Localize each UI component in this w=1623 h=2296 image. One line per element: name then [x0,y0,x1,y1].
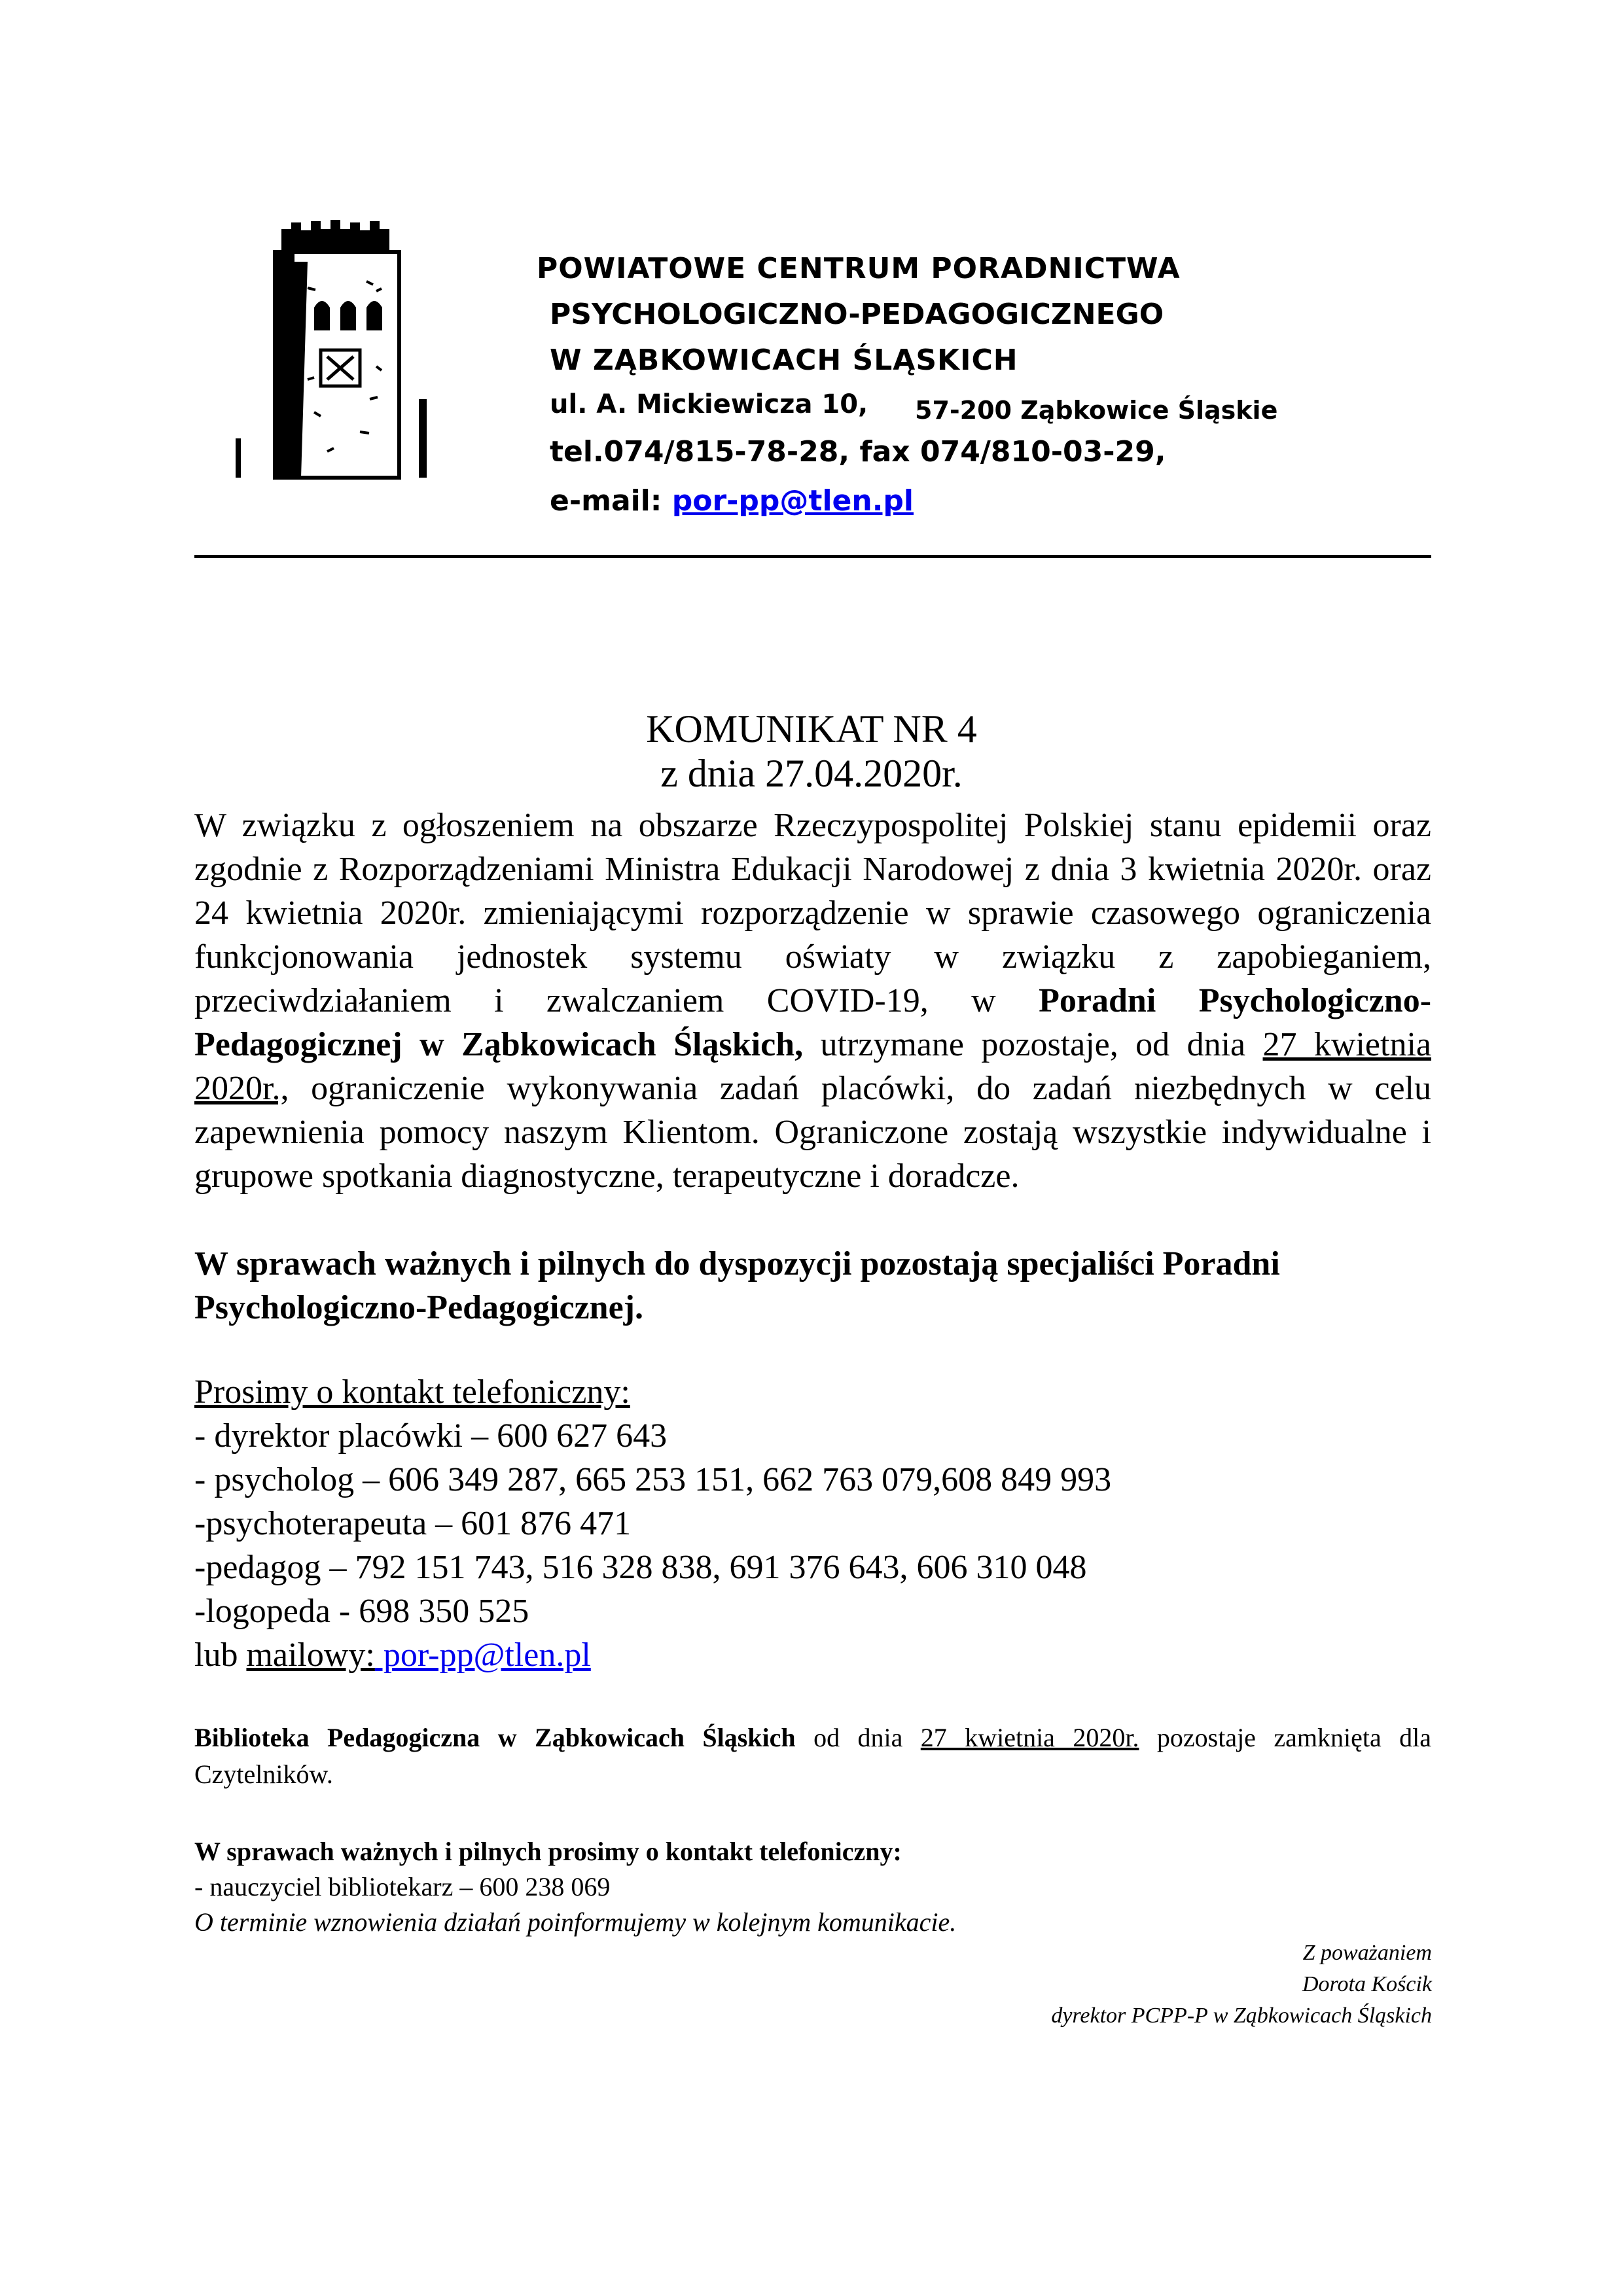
address-street: ul. A. Mickiewicza 10, [550,389,868,419]
para-end: ograniczenie wykonywania zadań placówki, do zadań niezbędnych w celu zapewnienia pomocy naszym Klientom. Ograniczone zostają wszystkie indywidualne i grupowe spotkania diagnostyczne, terapeutyczne i doradcze. [194,1070,1431,1195]
email-link[interactable]: por-pp@tlen.pl [671,484,914,518]
library-notice [194,1720,1431,1793]
mail-label: mailowy: [246,1636,375,1674]
document-date: z dnia 27.04.2020r. [660,752,963,795]
librarian-contact: - nauczyciel bibliotekarz – 600 238 069 [194,1872,611,1901]
signature-role: dyrektor PCPP-P w Ząbkowicach Śląskich [1051,2004,1432,2028]
para-bold-institution: Poradni Psychologiczno-Pedagogicznej w Ząbkowicach Śląskich, [194,982,1432,1063]
contact-heading: Prosimy o kontakt telefoniczny: [194,1373,630,1411]
main-paragraph [194,804,1431,1198]
mail-prefix: lub [194,1636,247,1674]
org-name-line3: W ZĄBKOWICACH ŚLĄSKICH [550,344,1018,377]
resumption-info: O terminie wznowienia działań poinformujemy w kolejnym komunikacie. [194,1907,957,1937]
mail-link[interactable]: por-pp@tlen.pl [374,1636,591,1674]
org-name-line2: PSYCHOLOGICZNO-PEDAGOGICZNEGO [550,298,1164,331]
library-text-b: pozostaje zamknięta dla Czytelników. [194,1723,1431,1789]
para-date: 27 kwietnia 2020r., [194,1026,1431,1107]
contact-line: -psychoterapeuta – 601 876 471 [194,1505,632,1542]
mail-contact-line [194,1636,591,1674]
library-name: Biblioteka Pedagogiczna w Ząbkowicach Śląskich [194,1723,796,1752]
contact-line: -logopeda - 698 350 525 [194,1593,529,1630]
contact-line: - dyrektor placówki – 600 627 643 [194,1417,668,1455]
email-label: e-mail: [550,484,662,518]
header-divider [194,555,1431,558]
castle-tower-icon [236,216,432,491]
library-date: 27 kwietnia 2020r. [920,1723,1139,1752]
email-line [550,484,914,518]
phone-fax: tel.074/815-78-28, fax 074/810-03-29, [550,435,1166,468]
para-mid: utrzymane pozostaje, od dnia [803,1026,1263,1063]
signature-name: Dorota Kościk [1302,1972,1432,1996]
document-title: KOMUNIKAT NR 4 [646,707,977,751]
contact-line: -pedagog – 792 151 743, 516 328 838, 691 376 643, 606 310 048 [194,1549,1087,1586]
address-city: 57-200 Ząbkowice Śląskie [915,396,1278,425]
library-urgent-heading: W sprawach ważnych i pilnych prosimy o kontakt telefoniczny: [194,1837,902,1866]
signature-closing: Z poważaniem [1302,1941,1432,1965]
org-name-line1: POWIATOWE CENTRUM PORADNICTWA [537,252,1181,285]
specialists-note: W sprawach ważnych i pilnych do dyspozycji pozostają specjaliści Poradni Psychologiczno-Pedagogicznej. [194,1245,1280,1326]
para-start: W związku z ogłoszeniem na obszarze Rzeczypospolitej Polskiej stanu epidemii oraz zgodnie z Rozporządzeniami Ministra Edukacji Narodowej z dnia 3 kwietnia 2020r. oraz 24 kwietnia 2020r. zmieniającymi rozporządzenie w sprawie czasowego ograniczenia funkcjonowania jednostek systemu oświaty w związku z zapobieganiem, przeciwdziałaniem i zwalczaniem COVID-19, w [194,807,1431,1019]
library-text-a: od dnia [795,1723,921,1752]
contact-line: - psycholog – 606 349 287, 665 253 151, 662 763 079,608 849 993 [194,1461,1112,1498]
